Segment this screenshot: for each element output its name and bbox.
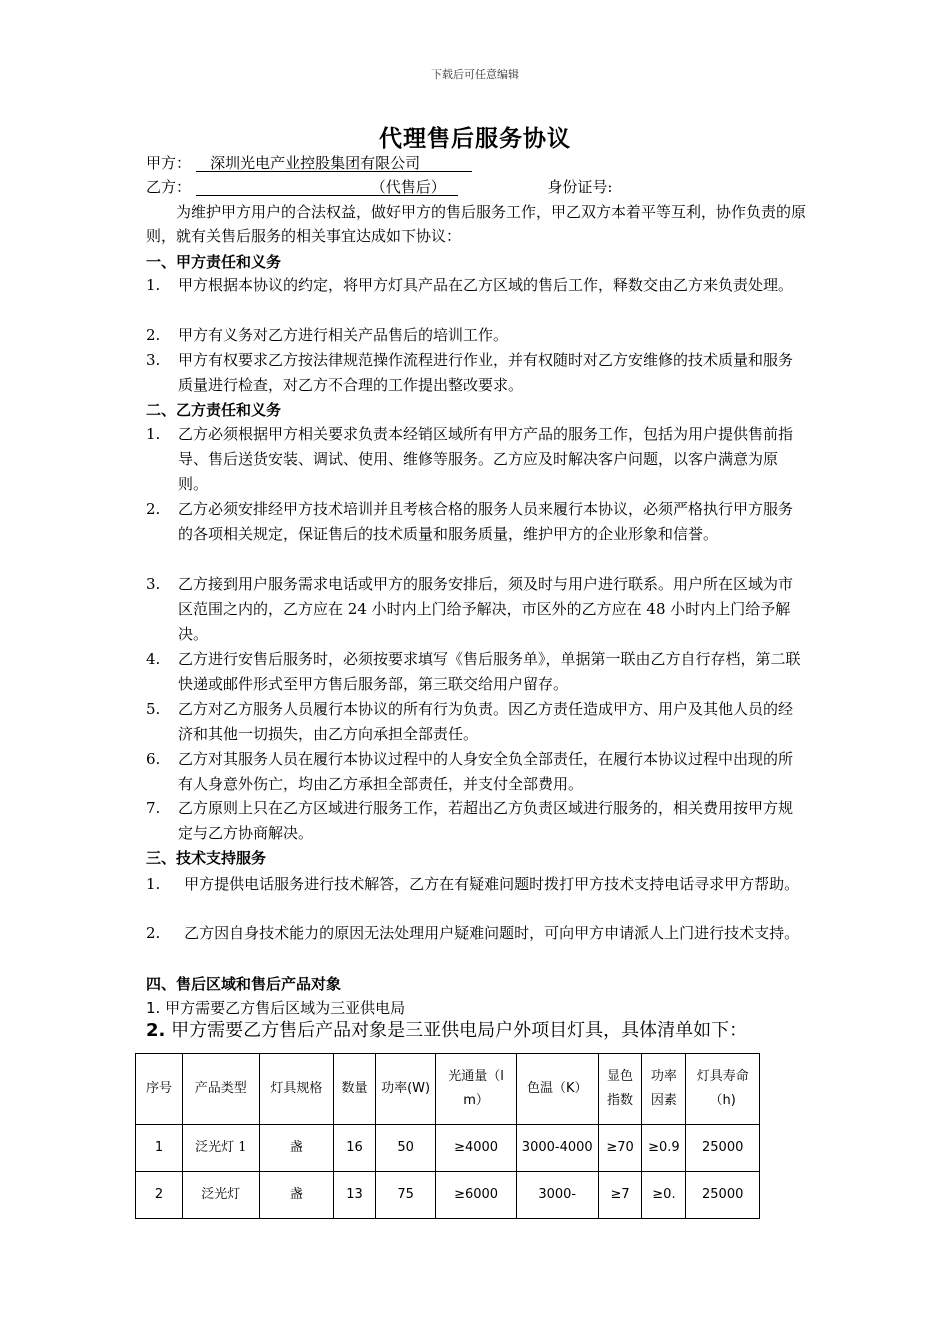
table-cell: 3000-4000 [516, 1125, 598, 1172]
party-a-name: 深圳光电产业控股集团有限公司 [210, 154, 421, 172]
table-cell: 泛光灯 1 [182, 1125, 259, 1172]
table-cell: 50 [375, 1125, 435, 1172]
party-b-suffix: （代售后） [370, 178, 446, 196]
table-cell: 25000 [686, 1172, 760, 1219]
header-note: 下载后可任意编辑 [431, 68, 519, 81]
party-a-label: 甲方： [146, 154, 192, 172]
list-item [146, 647, 806, 697]
item-text: 乙方必须根据甲方相关要求负责本经销区域所有甲方产品的服务工作，包括为用户提供售前指导、售后送货安装、调试、使用、维修等服务。乙方应及时解决客户问题，以客户满意为原则。 [178, 425, 794, 493]
section-4-item-1 [146, 996, 405, 1020]
item-number: 3. [146, 575, 161, 593]
item-text: 甲方有权要求乙方按法律规范操作流程进行作业，并有权随时对乙方安维修的技术质量和服务质量进行检查，对乙方不合理的工作提出整改要求。 [178, 351, 794, 394]
column-header: 灯具寿命（h) [686, 1054, 760, 1125]
section-4-heading: 四、售后区域和售后产品对象 [146, 975, 342, 993]
item-number: 2. [146, 1020, 166, 1041]
item-text: 甲方根据本协议的约定，将甲方灯具产品在乙方区域的售后工作，释数交由乙方来负责处理。 [178, 276, 794, 294]
table-cell: 盏 [259, 1125, 334, 1172]
list-item [146, 872, 806, 897]
item-number: 1. [146, 425, 161, 443]
column-header: 功率因素 [642, 1054, 686, 1125]
table-cell: ≥0. [642, 1172, 686, 1219]
item-number: 2. [146, 326, 161, 344]
column-header: 色温（K） [516, 1054, 598, 1125]
column-header: 灯具规格 [259, 1054, 334, 1125]
table-cell: 2 [136, 1172, 183, 1219]
document-title: 代理售后服务协议 [379, 125, 571, 152]
item-text: 甲方需要乙方售后产品对象是三亚供电局户外项目灯具，具体清单如下： [171, 1020, 748, 1041]
item-number: 2. [146, 500, 161, 518]
item-number: 2. [146, 924, 161, 942]
table-cell: 25000 [686, 1125, 760, 1172]
item-number: 1. [146, 276, 161, 294]
table-cell: 3000- [516, 1172, 598, 1219]
list-item [146, 348, 806, 398]
table-cell: ≥6000 [436, 1172, 517, 1219]
column-header: 显色指数 [598, 1054, 642, 1125]
party-b-line [146, 175, 612, 199]
party-b-label: 乙方： [146, 178, 192, 196]
list-item [146, 422, 806, 497]
list-item [146, 697, 806, 747]
item-number: 1. [146, 875, 161, 893]
table-cell: ≥7 [598, 1172, 642, 1219]
column-header: 功率(W) [375, 1054, 435, 1125]
table-cell: 13 [334, 1172, 376, 1219]
list-item [146, 796, 806, 846]
party-a-name-field [196, 151, 472, 172]
list-item [146, 323, 806, 348]
item-text: 乙方对其服务人员在履行本协议过程中的人身安全负全部责任，在履行本协议过程中出现的所有人身意外伤亡，均由乙方承担全部责任，并支付全部费用。 [178, 750, 794, 793]
item-text: 乙方原则上只在乙方区域进行服务工作，若超出乙方负责区域进行服务的，相关费用按甲方规定与乙方协商解决。 [178, 799, 794, 842]
table-cell: ≥0.9 [642, 1125, 686, 1172]
item-text: 甲方需要乙方售后区域为三亚供电局 [165, 999, 406, 1017]
table-cell: ≥4000 [436, 1125, 517, 1172]
list-item [146, 497, 806, 547]
table-cell: 盏 [259, 1172, 334, 1219]
product-table [135, 1053, 760, 1219]
section-3-heading: 三、技术支持服务 [146, 849, 267, 867]
column-header: 序号 [136, 1054, 183, 1125]
item-text: 乙方必须安排经甲方技术培训并且考核合格的服务人员来履行本协议，必须严格执行甲方服务的各项相关规定，保证售后的技术质量和服务质量，维护甲方的企业形象和信誉。 [178, 500, 794, 543]
section-4-item-2 [146, 1019, 747, 1043]
party-b-id-label: 身份证号: [547, 178, 613, 196]
list-item [146, 572, 806, 647]
table-cell: ≥70 [598, 1125, 642, 1172]
column-header: 产品类型 [182, 1054, 259, 1125]
table-row [136, 1125, 760, 1172]
table-cell: 1 [136, 1125, 183, 1172]
list-item [146, 747, 806, 797]
table-cell: 16 [334, 1125, 376, 1172]
item-number: 4. [146, 650, 161, 668]
intro-paragraph: 为维护甲方用户的合法权益，做好甲方的售后服务工作，甲乙双方本着平等互利，协作负责的原则，就有关售后服务的相关事宜达成如下协议： [146, 203, 807, 245]
item-text: 甲方提供电话服务进行技术解答，乙方在有疑难问题时拨打甲方技术支持电话寻求甲方帮助。 [184, 875, 800, 893]
item-text: 乙方接到用户服务需求电话或甲方的服务安排后，须及时与用户进行联系。用户所在区域为市区范围之内的，乙方应在 24 小时内上门给予解决，市区外的乙方应在 48 小时内上门给予解决。 [178, 575, 794, 643]
item-number: 7. [146, 799, 161, 817]
section-2-heading: 二、乙方责任和义务 [146, 401, 282, 419]
item-text: 乙方进行安售后服务时，必须按要求填写《售后服务单》，单据第一联由乙方自行存档，第二联快递或邮件形式至甲方售后服务部，第三联交给用户留存。 [178, 650, 801, 693]
item-text: 乙方因自身技术能力的原因无法处理用户疑难问题时，可向甲方申请派人上门进行技术支持。 [184, 924, 800, 942]
list-item [146, 273, 806, 298]
item-text: 乙方对乙方服务人员履行本协议的所有行为负责。因乙方责任造成甲方、用户及其他人员的经济和其他一切损失，由乙方向承担全部责任。 [178, 700, 794, 743]
item-number: 6. [146, 750, 161, 768]
table-cell: 泛光灯 [182, 1172, 259, 1219]
item-text: 甲方有义务对乙方进行相关产品售后的培训工作。 [178, 326, 509, 344]
table-cell: 75 [375, 1172, 435, 1219]
item-number: 3. [146, 351, 161, 369]
party-b-name-field [196, 175, 458, 196]
item-number: 5. [146, 700, 161, 718]
list-item [146, 921, 806, 946]
table-header-row [136, 1054, 760, 1125]
column-header: 光通量（lm） [436, 1054, 517, 1125]
item-number: 1. [146, 999, 161, 1017]
section-1-heading: 一、甲方责任和义务 [146, 253, 282, 271]
column-header: 数量 [334, 1054, 376, 1125]
party-a-line [146, 151, 472, 175]
table-row [136, 1172, 760, 1219]
